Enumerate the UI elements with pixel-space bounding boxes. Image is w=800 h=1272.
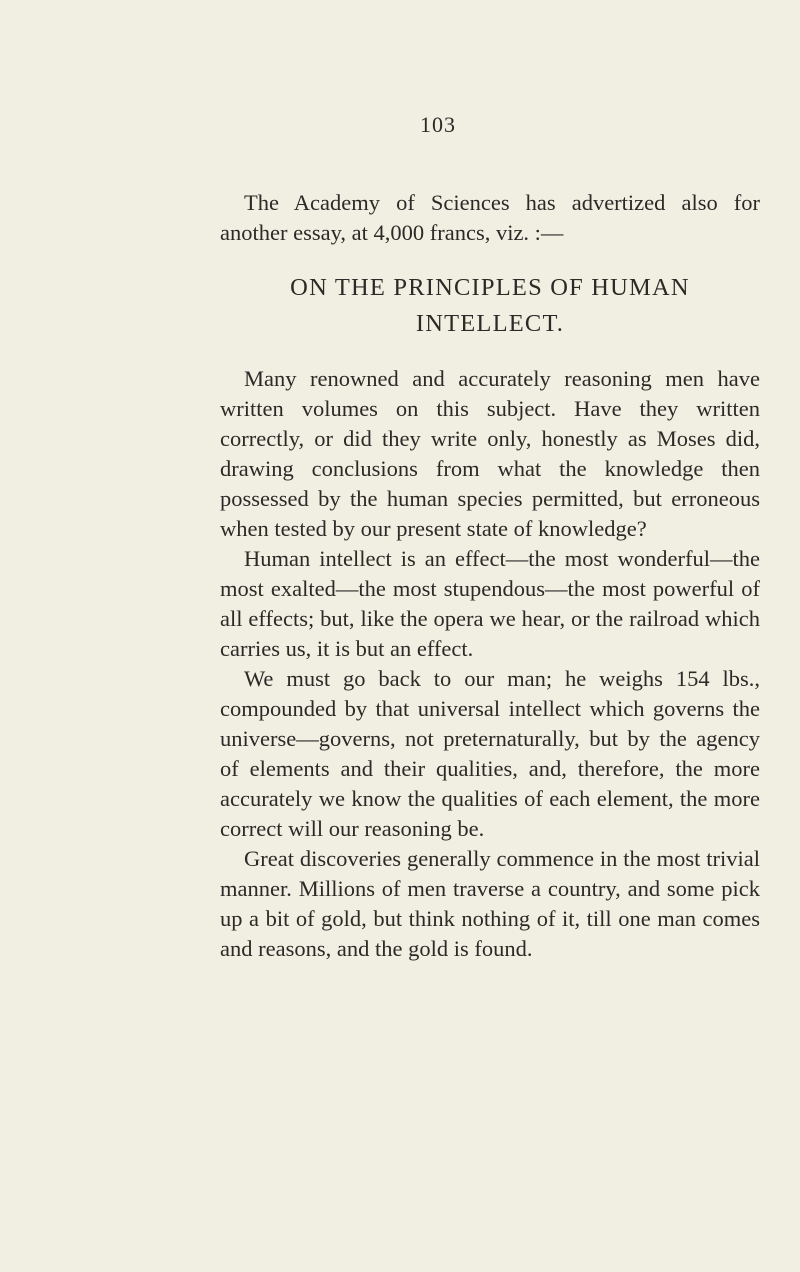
section-heading [220, 270, 760, 342]
paragraph-2: Human intellect is an effect—the most wonderful—the most exalted—the most stupendous—the most powerful of all effects; but, like the opera we hear, or the railroad which carries us, it is but an effect. [220, 546, 760, 661]
heading-line-2: INTELLECT. [415, 310, 565, 337]
heading-line-1: ON THE PRINCIPLES OF HUMAN [290, 274, 690, 301]
text-block [220, 188, 760, 964]
paragraph-4: Great discoveries generally commence in the most trivial manner. Millions of men traverse a country, and some pick up a bit of gold, but think nothing of it, till one man comes and reasons, and the gold is found. [220, 846, 760, 961]
page-number: 103 [420, 112, 456, 137]
intro-paragraph: The Academy of Sciences has advertized also for another essay, at 4,000 francs, viz. :— [220, 190, 760, 245]
paragraph-1: Many renowned and accurately reasoning men have written volumes on this subject. Have they written correctly, or did they write only, honestly as Moses did, drawing conclusions from what the knowledge then possessed by the human species permitted, but erroneous when tested by our present state of knowledge? [220, 366, 760, 541]
paragraph-3: We must go back to our man; he weighs 154 lbs., compounded by that universal intellect which governs the universe—governs, not preternaturally, but by the agency of elements and their qualities, and, therefore, the more accurately we know the qualities of each element, the more correct will our reasoning be. [220, 666, 760, 841]
